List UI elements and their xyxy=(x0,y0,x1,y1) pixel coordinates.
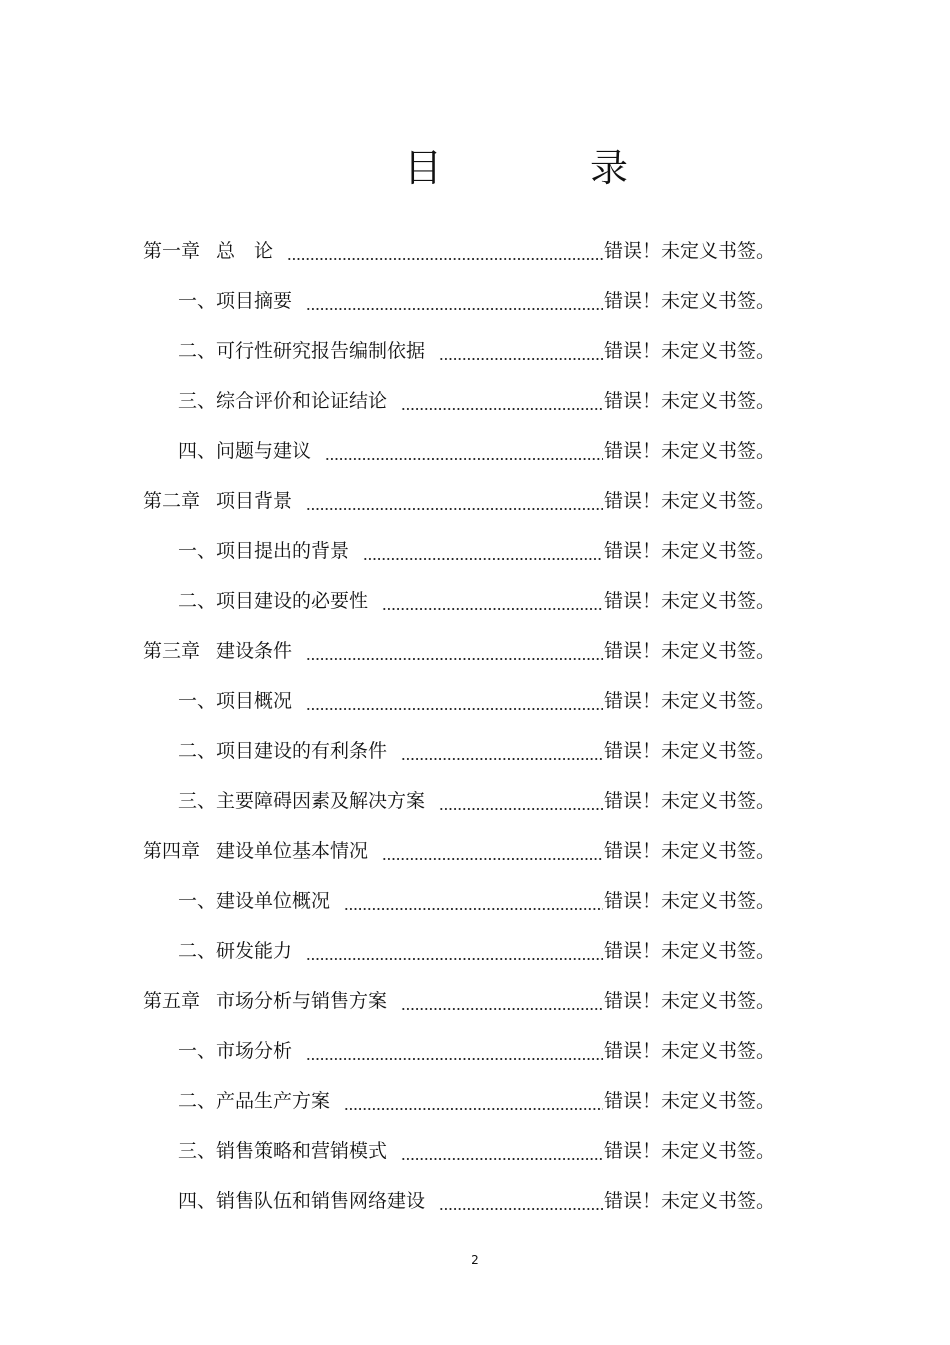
toc-row xyxy=(0,426,950,476)
toc-section-entry[interactable] xyxy=(178,576,368,626)
toc-entry-prefix: 第三章 xyxy=(143,640,201,662)
toc-page-ref: 错误！未定义书签。 xyxy=(604,1190,776,1212)
toc-title-char-1: 目 xyxy=(404,146,443,190)
toc-entry-text: 销售队伍和销售网络建设 xyxy=(216,1190,426,1212)
toc-entry-prefix: 二、 xyxy=(178,940,217,962)
toc-entry-text: 市场分析 xyxy=(216,1040,293,1062)
toc-dot-leader xyxy=(363,526,603,576)
toc-section-entry[interactable] xyxy=(178,726,387,776)
toc-entry-prefix: 二、 xyxy=(178,590,217,612)
toc-row xyxy=(0,276,950,326)
toc-dot-leader xyxy=(344,876,603,926)
toc-page-ref: 错误！未定义书签。 xyxy=(604,890,776,912)
toc-section-entry[interactable] xyxy=(178,426,311,476)
toc-section-entry[interactable] xyxy=(178,776,425,826)
toc-entry-text: 产品生产方案 xyxy=(216,1090,331,1112)
toc-page-ref: 错误！未定义书签。 xyxy=(604,340,776,362)
toc-entry-prefix: 一、 xyxy=(178,1040,217,1062)
toc-entry-text: 市场分析与销售方案 xyxy=(216,990,388,1012)
toc-entry-text: 总 论 xyxy=(216,240,274,262)
toc-page-ref: 错误！未定义书签。 xyxy=(604,590,776,612)
toc-row xyxy=(0,476,950,526)
toc-entry-prefix: 三、 xyxy=(178,390,217,412)
toc-entry-text: 可行性研究报告编制依据 xyxy=(216,340,426,362)
toc-entry-prefix: 三、 xyxy=(178,1140,217,1162)
toc-dot-leader xyxy=(306,626,603,676)
toc-section-entry[interactable] xyxy=(178,1126,387,1176)
toc-row xyxy=(0,226,950,276)
toc-section-entry[interactable] xyxy=(178,1026,292,1076)
toc-page-ref: 错误！未定义书签。 xyxy=(604,640,776,662)
toc-dot-leader xyxy=(306,926,603,976)
toc-section-entry[interactable] xyxy=(178,926,292,976)
toc-dot-leader xyxy=(287,226,603,276)
toc-section-entry[interactable] xyxy=(178,1176,425,1226)
toc-row xyxy=(0,576,950,626)
toc-entry-text: 研发能力 xyxy=(216,940,293,962)
toc-entry-text: 项目背景 xyxy=(216,490,293,512)
toc-section-entry[interactable] xyxy=(178,376,387,426)
toc-page-ref: 错误！未定义书签。 xyxy=(604,240,776,262)
toc-entry-prefix: 第五章 xyxy=(143,990,201,1012)
toc-entry-prefix: 二、 xyxy=(178,340,217,362)
toc-row xyxy=(0,676,950,726)
toc-entry-text: 问题与建议 xyxy=(216,440,312,462)
toc-entry-text: 项目建设的必要性 xyxy=(216,590,369,612)
toc-entry-text: 项目提出的背景 xyxy=(216,540,350,562)
toc-entry-prefix: 三、 xyxy=(178,790,217,812)
toc-dot-leader xyxy=(439,326,603,376)
toc-entry-text: 项目建设的有利条件 xyxy=(216,740,388,762)
toc-dot-leader xyxy=(382,826,603,876)
toc-dot-leader xyxy=(382,576,603,626)
toc-row xyxy=(0,826,950,876)
toc-entry-prefix: 第一章 xyxy=(143,240,201,262)
toc-section-entry[interactable] xyxy=(178,326,425,376)
toc-page-ref: 错误！未定义书签。 xyxy=(604,840,776,862)
toc-entry-prefix: 第二章 xyxy=(143,490,201,512)
toc-entry-prefix: 一、 xyxy=(178,290,217,312)
toc-dot-leader xyxy=(306,276,603,326)
toc-dot-leader xyxy=(401,376,603,426)
toc-title xyxy=(0,138,950,198)
toc-row xyxy=(0,776,950,826)
toc-dot-leader xyxy=(306,476,603,526)
toc-page-ref: 错误！未定义书签。 xyxy=(604,990,776,1012)
toc-page-ref: 错误！未定义书签。 xyxy=(604,490,776,512)
toc-dot-leader xyxy=(439,1176,603,1226)
toc-title-char-2: 录 xyxy=(590,146,629,190)
toc-entry-prefix: 二、 xyxy=(178,1090,217,1112)
toc-chapter-entry[interactable] xyxy=(143,476,292,526)
toc-row xyxy=(0,726,950,776)
toc-row xyxy=(0,976,950,1026)
toc-page-ref: 错误！未定义书签。 xyxy=(604,790,776,812)
toc-row xyxy=(0,1176,950,1226)
toc-entry-text: 综合评价和论证结论 xyxy=(216,390,388,412)
toc-entry-text: 主要障碍因素及解决方案 xyxy=(216,790,426,812)
toc-dot-leader xyxy=(401,976,603,1026)
toc-entry-prefix: 四、 xyxy=(178,1190,217,1212)
toc-page-ref: 错误！未定义书签。 xyxy=(604,1090,776,1112)
toc-section-entry[interactable] xyxy=(178,876,330,926)
toc-entry-text: 建设条件 xyxy=(216,640,293,662)
toc-entry-prefix: 一、 xyxy=(178,890,217,912)
toc-page-ref: 错误！未定义书签。 xyxy=(604,1140,776,1162)
toc-dot-leader xyxy=(306,1026,603,1076)
toc-dot-leader xyxy=(401,1126,603,1176)
toc-entry-text: 建设单位基本情况 xyxy=(216,840,369,862)
toc-entry-text: 项目摘要 xyxy=(216,290,293,312)
toc-section-entry[interactable] xyxy=(178,676,292,726)
toc-entry-text: 销售策略和营销模式 xyxy=(216,1140,388,1162)
toc-entry-prefix: 一、 xyxy=(178,690,217,712)
toc-dot-leader xyxy=(306,676,603,726)
toc-page-ref: 错误！未定义书签。 xyxy=(604,540,776,562)
toc-section-entry[interactable] xyxy=(178,276,292,326)
toc-page-ref: 错误！未定义书签。 xyxy=(604,440,776,462)
toc-section-entry[interactable] xyxy=(178,526,349,576)
toc-page-ref: 错误！未定义书签。 xyxy=(604,390,776,412)
toc-row xyxy=(0,1126,950,1176)
toc-row xyxy=(0,876,950,926)
toc-page-ref: 错误！未定义书签。 xyxy=(604,940,776,962)
toc-row xyxy=(0,926,950,976)
toc-row xyxy=(0,1026,950,1076)
toc-entry-text: 建设单位概况 xyxy=(216,890,331,912)
toc-dot-leader xyxy=(401,726,603,776)
toc-page-ref: 错误！未定义书签。 xyxy=(604,1040,776,1062)
toc-entry-prefix: 一、 xyxy=(178,540,217,562)
toc-row xyxy=(0,376,950,426)
toc-chapter-entry[interactable] xyxy=(143,826,368,876)
toc-page-ref: 错误！未定义书签。 xyxy=(604,740,776,762)
toc-row xyxy=(0,326,950,376)
page-number: 2 xyxy=(471,1253,479,1267)
toc-entry-prefix: 二、 xyxy=(178,740,217,762)
toc-chapter-entry[interactable] xyxy=(143,226,273,276)
toc-entry-prefix: 四、 xyxy=(178,440,217,462)
toc-dot-leader xyxy=(344,1076,603,1126)
toc-row xyxy=(0,626,950,676)
toc-row xyxy=(0,1076,950,1126)
toc-dot-leader xyxy=(325,426,603,476)
toc-section-entry[interactable] xyxy=(178,1076,330,1126)
toc-chapter-entry[interactable] xyxy=(143,976,387,1026)
toc-dot-leader xyxy=(439,776,603,826)
toc-entry-prefix: 第四章 xyxy=(143,840,201,862)
toc-page-ref: 错误！未定义书签。 xyxy=(604,290,776,312)
toc-page-ref: 错误！未定义书签。 xyxy=(604,690,776,712)
toc-chapter-entry[interactable] xyxy=(143,626,292,676)
toc-row xyxy=(0,526,950,576)
toc-entry-text: 项目概况 xyxy=(216,690,293,712)
